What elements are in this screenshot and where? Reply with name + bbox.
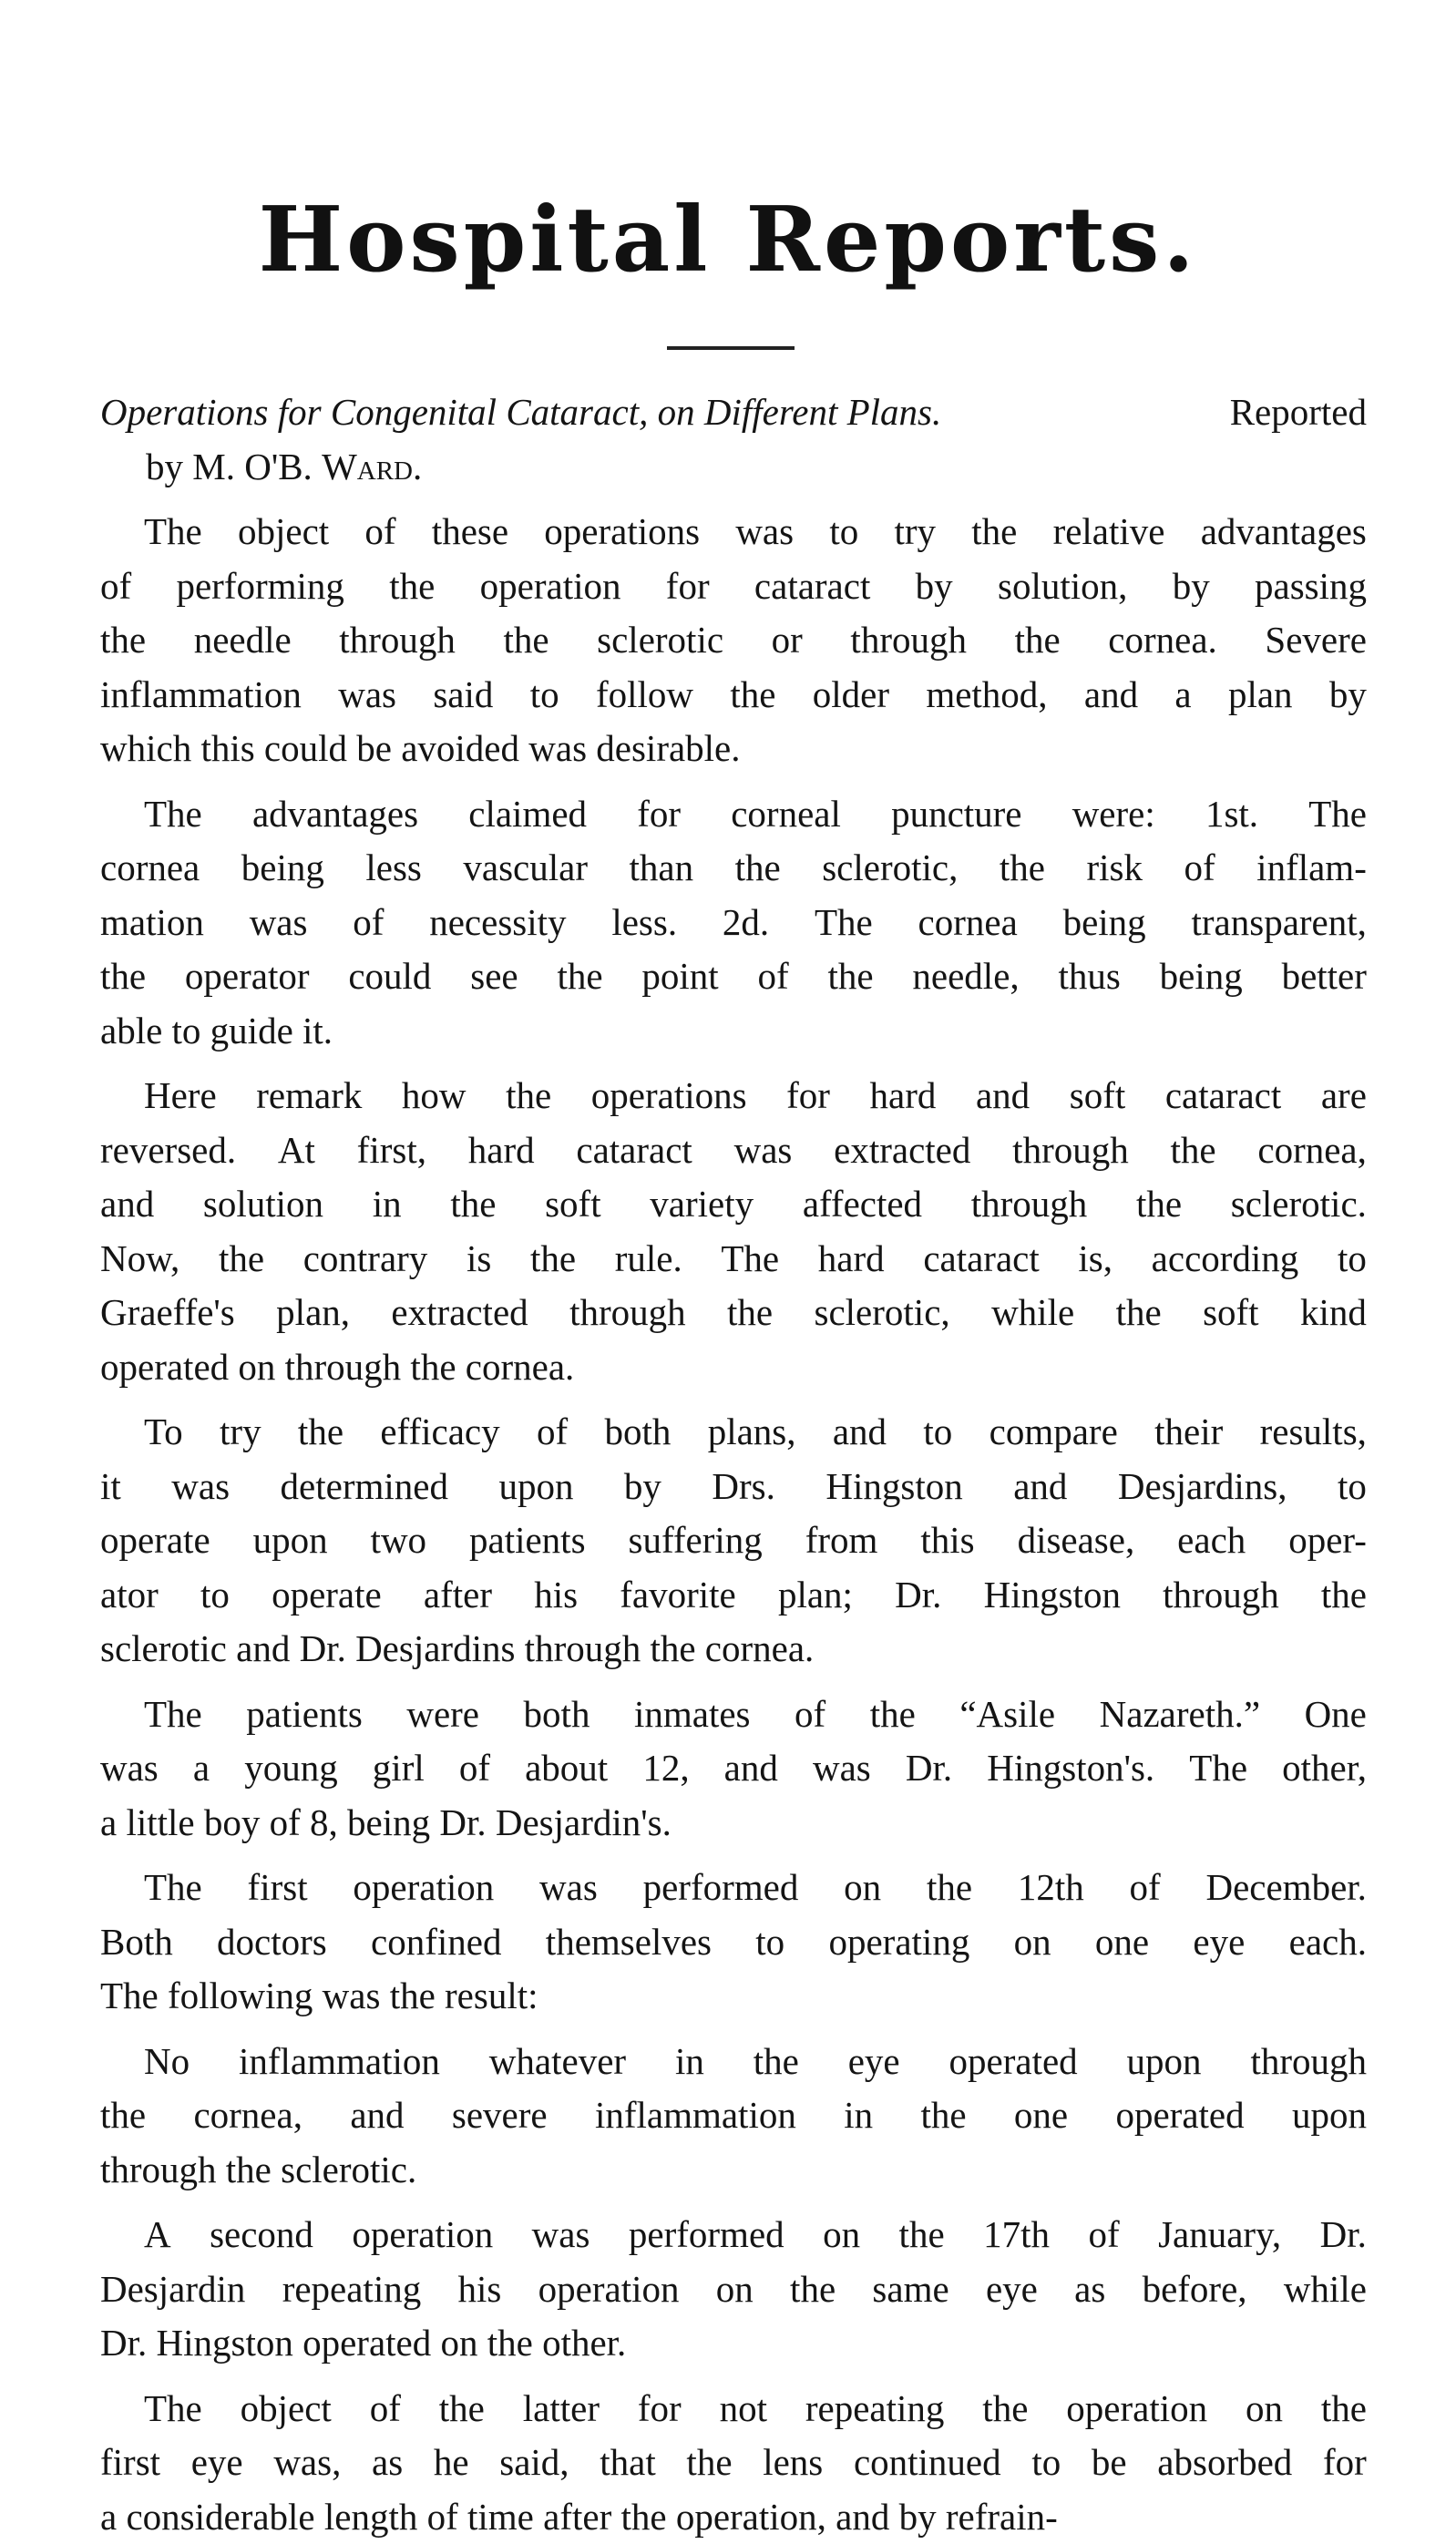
text-line: No inflammation whatever in the eye operated upon through [100, 2035, 1367, 2089]
text-line: inflammation was said to follow the older method, and a plan by [100, 668, 1367, 723]
reported-label: Reported [1230, 385, 1367, 440]
text-line: through the sclerotic. [100, 2143, 1367, 2198]
page-heading: Hospital Reports. [0, 196, 1456, 285]
text-line: The patients were both inmates of the “Asile Nazareth.” One [100, 1687, 1367, 1742]
text-line: of performing the operation for cataract by solution, by passing [100, 559, 1367, 614]
text-line: reversed. At first, hard cataract was extracted through the cornea, [100, 1123, 1367, 1178]
heading-rule [667, 346, 795, 350]
text-line: the needle through the sclerotic or through the cornea. Severe [100, 613, 1367, 668]
paragraph [100, 2208, 1367, 2371]
text-line: The object of these operations was to try the relative advantages [100, 505, 1367, 559]
text-line: mation was of necessity less. 2d. The cornea being transparent, [100, 896, 1367, 950]
intro-line [100, 385, 1367, 440]
text-line: The first operation was performed on the 12th of December. [100, 1861, 1367, 1915]
paragraph [100, 1687, 1367, 1851]
text-line: The advantages claimed for corneal puncture were: 1st. The [100, 787, 1367, 842]
text-line: Graeffe's plan, extracted through the sclerotic, while the soft kind [100, 1286, 1367, 1340]
text-line: able to guide it. [100, 1004, 1367, 1059]
byline [100, 440, 1367, 495]
text-line: Both doctors confined themselves to operating on one eye each. [100, 1915, 1367, 1970]
article-title: Operations for Congenital Cataract, on Different Plans. [100, 385, 941, 440]
article-body [100, 385, 1367, 2544]
text-line: Now, the contrary is the rule. The hard cataract is, according to [100, 1232, 1367, 1287]
text-line: The following was the result: [100, 1969, 1367, 2024]
text-line: To try the efficacy of both plans, and to compare their results, [100, 1405, 1367, 1460]
text-line: a considerable length of time after the operation, and by refrain- [100, 2490, 1367, 2544]
byline-name: Ward. [322, 440, 422, 495]
text-line: it was determined upon by Drs. Hingston and Desjardins, to [100, 1460, 1367, 1514]
text-line: cornea being less vascular than the sclerotic, the risk of inflam- [100, 841, 1367, 896]
text-line: ator to operate after his favorite plan; Dr. Hingston through the [100, 1568, 1367, 1623]
paragraph [100, 787, 1367, 1059]
text-line: and solution in the soft variety affected through the sclerotic. [100, 1177, 1367, 1232]
paragraph [100, 1861, 1367, 2024]
paragraph [100, 505, 1367, 776]
byline-prefix: by M. O'B. [146, 440, 313, 495]
text-line: operate upon two patients suffering from this disease, each oper- [100, 1513, 1367, 1568]
text-line: A second operation was performed on the 17th of January, Dr. [100, 2208, 1367, 2262]
text-line: sclerotic and Dr. Desjardins through the cornea. [100, 1622, 1367, 1677]
text-line: Desjardin repeating his operation on the same eye as before, while [100, 2262, 1367, 2317]
text-line: Here remark how the operations for hard and soft cataract are [100, 1069, 1367, 1123]
text-line: which this could be avoided was desirable. [100, 722, 1367, 776]
text-line: The object of the latter for not repeating the operation on the [100, 2382, 1367, 2436]
text-line: operated on through the cornea. [100, 1340, 1367, 1395]
paragraph-list [100, 505, 1367, 2544]
text-line: the cornea, and severe inflammation in the one operated upon [100, 2088, 1367, 2143]
paragraph [100, 2382, 1367, 2544]
text-line: the operator could see the point of the needle, thus being better [100, 949, 1367, 1004]
text-line: a little boy of 8, being Dr. Desjardin's. [100, 1796, 1367, 1851]
paragraph [100, 2035, 1367, 2198]
text-line: Dr. Hingston operated on the other. [100, 2316, 1367, 2371]
paragraph [100, 1069, 1367, 1394]
text-line: was a young girl of about 12, and was Dr. Hingston's. The other, [100, 1741, 1367, 1796]
text-line: first eye was, as he said, that the lens continued to be absorbed for [100, 2436, 1367, 2490]
paragraph [100, 1405, 1367, 1677]
